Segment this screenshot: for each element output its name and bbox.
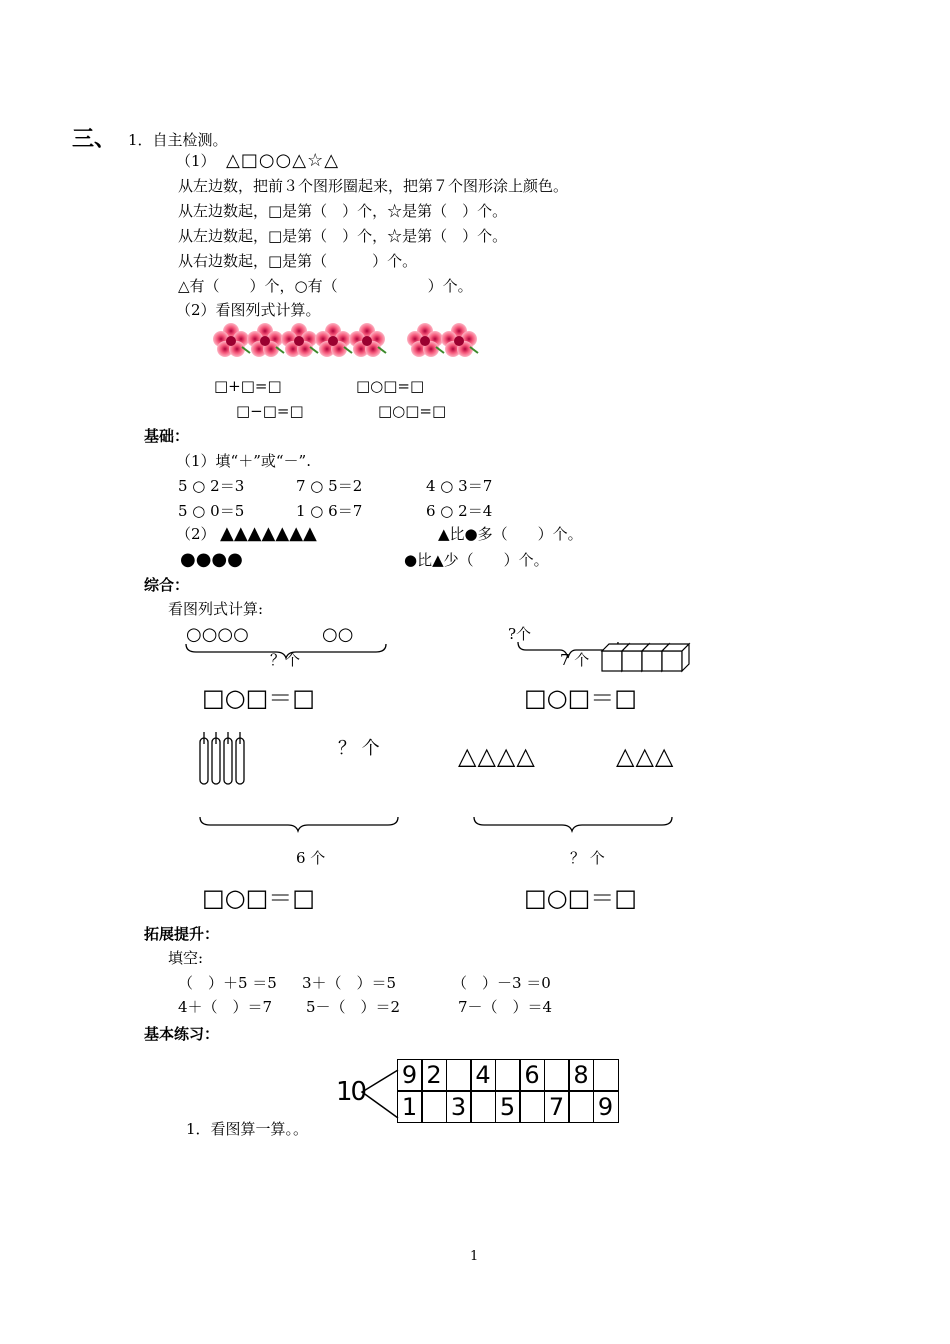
question-count-c: ？ 个 (338, 738, 380, 759)
question-count-b: ?个 (508, 625, 532, 643)
equation-template-c: □○□＝□ (202, 884, 315, 912)
six-count: 6 个 (296, 849, 326, 867)
flower-icon (407, 323, 444, 357)
section-number: 三、 (72, 127, 117, 152)
equation-template-a: □○□＝□ (202, 684, 315, 712)
flower-icon (349, 323, 386, 357)
grid-cell: 3 (446, 1091, 472, 1123)
circles-group-b: ○○ (322, 624, 354, 645)
jichu-r1-c3: 4 ○ 3＝7 (426, 477, 493, 495)
grid-cell: 5 (495, 1091, 521, 1123)
grid-top-row (398, 1060, 619, 1092)
triangles-group-b: △△△ (616, 742, 675, 770)
q1-line-2: 从左边数起，□是第（ ）个，☆是第（ ）个。 (178, 202, 508, 220)
grid-cell: 7 (544, 1091, 570, 1123)
q2-eq-4: □○□=□ (378, 402, 447, 420)
q2-eq-2: □○□=□ (356, 377, 425, 395)
tuozhan-r2-c3: 7－（ ）＝4 (458, 998, 553, 1016)
flower-icon (441, 323, 478, 357)
q2-eq-1: □+□=□ (214, 377, 282, 395)
grid-cell: 6 (519, 1059, 545, 1091)
jichu-r2-c2: 1 ○ 6＝7 (296, 502, 363, 520)
grid-cell (544, 1059, 570, 1091)
tuozhan-sub: 填空: (168, 949, 204, 967)
split-lines (360, 1066, 400, 1126)
q1-shape-sequence: △□○○△☆△ (226, 150, 340, 171)
jichu-p1-title: （1）填“＋”或“－”. (176, 452, 311, 470)
tuozhan-r2-c1: 4＋（ ）＝7 (178, 998, 273, 1016)
grid-cell (519, 1091, 545, 1123)
q2-eq-3: □−□=□ (236, 402, 304, 420)
jichu-p2-text-2: ●比▲少（ ）个。 (404, 551, 549, 569)
jichu-r1-c2: 7 ○ 5＝2 (296, 477, 363, 495)
grid-cell: 8 (568, 1059, 594, 1091)
brace-bottom-c (198, 815, 408, 835)
jichu-r2-c3: 6 ○ 2＝4 (426, 502, 493, 520)
decomposition-grid (398, 1060, 634, 1124)
question-count-a: ？个 (270, 651, 301, 669)
tuozhan-r1-c3: （ ）－3 ＝0 (452, 974, 551, 992)
tuozhan-r2-c2: 5－（ ）＝2 (306, 998, 401, 1016)
grid-cell: 9 (397, 1059, 423, 1091)
seven-count: 7 个 (560, 651, 590, 669)
q1-line-4: 从右边数起，□是第（ ）个。 (178, 252, 418, 270)
grid-cell (568, 1091, 594, 1123)
grid-cell: 1 (397, 1091, 423, 1123)
flower-icon (315, 323, 352, 357)
q1-line-3: 从左边数起，□是第（ ）个，☆是第（ ）个。 (178, 227, 508, 245)
equation-template-b: □○□＝□ (524, 684, 637, 712)
filled-dots: ●●●● (180, 549, 243, 570)
triangles-group-a: △△△△ (458, 742, 536, 770)
tuozhan-r1-c1: （ ）＋5 ＝5 (178, 974, 277, 992)
number-ten: 10 (336, 1077, 366, 1107)
jichu-r1-c1: 5 ○ 2＝3 (178, 477, 245, 495)
jichu-p2-label: （2） (176, 525, 216, 543)
grid-cell: 2 (421, 1059, 447, 1091)
grid-cell (446, 1059, 472, 1091)
jichu-p2-text-1: ▲比●多（ ）个。 (438, 525, 583, 543)
grid-cell (470, 1091, 496, 1123)
flower-icon (247, 323, 284, 357)
question-count-d: ？ 个 (570, 849, 605, 867)
q1-line-1: 从左边数，把前３个图形圈起来，把第７个图形涂上颜色。 (178, 177, 569, 195)
grid-cell: 4 (470, 1059, 496, 1091)
task-title: 1．自主检测。 (128, 131, 228, 149)
brace-bottom-d (472, 815, 682, 835)
sticks-icon (196, 730, 256, 790)
equation-template-d: □○□＝□ (524, 884, 637, 912)
flower-icon (213, 323, 250, 357)
grid-cell (495, 1059, 521, 1091)
zonghe-sub: 看图列式计算: (168, 600, 264, 618)
jichu-heading: 基础： (144, 427, 190, 445)
tuozhan-r1-c2: 3＋（ ）＝5 (302, 974, 397, 992)
tuozhan-heading: 拓展提升： (144, 925, 220, 943)
zonghe-heading: 综合： (144, 576, 190, 594)
q1-line-5: △有（ ）个，○有（ ）个。 (178, 277, 473, 295)
q1-label: （1） (176, 152, 216, 170)
jichu-r2-c1: 5 ○ 0＝5 (178, 502, 245, 520)
circles-group-a: ○○○○ (186, 624, 249, 645)
flower-group (212, 321, 482, 361)
jiben-heading: 基本练习： (144, 1025, 220, 1043)
grid-cell: 9 (593, 1091, 619, 1123)
cube-stack-icon (600, 641, 690, 675)
page-number: 1 (470, 1249, 479, 1264)
grid-cell (421, 1091, 447, 1123)
grid-cell (593, 1059, 619, 1091)
flower-icon (281, 323, 318, 357)
grid-bottom-row (398, 1092, 619, 1124)
filled-triangles: ▲▲▲▲▲▲▲ (220, 523, 317, 544)
q2-title: （2）看图列式计算。 (176, 301, 321, 319)
jiben-task: 1．看图算一算。。 (186, 1120, 309, 1138)
